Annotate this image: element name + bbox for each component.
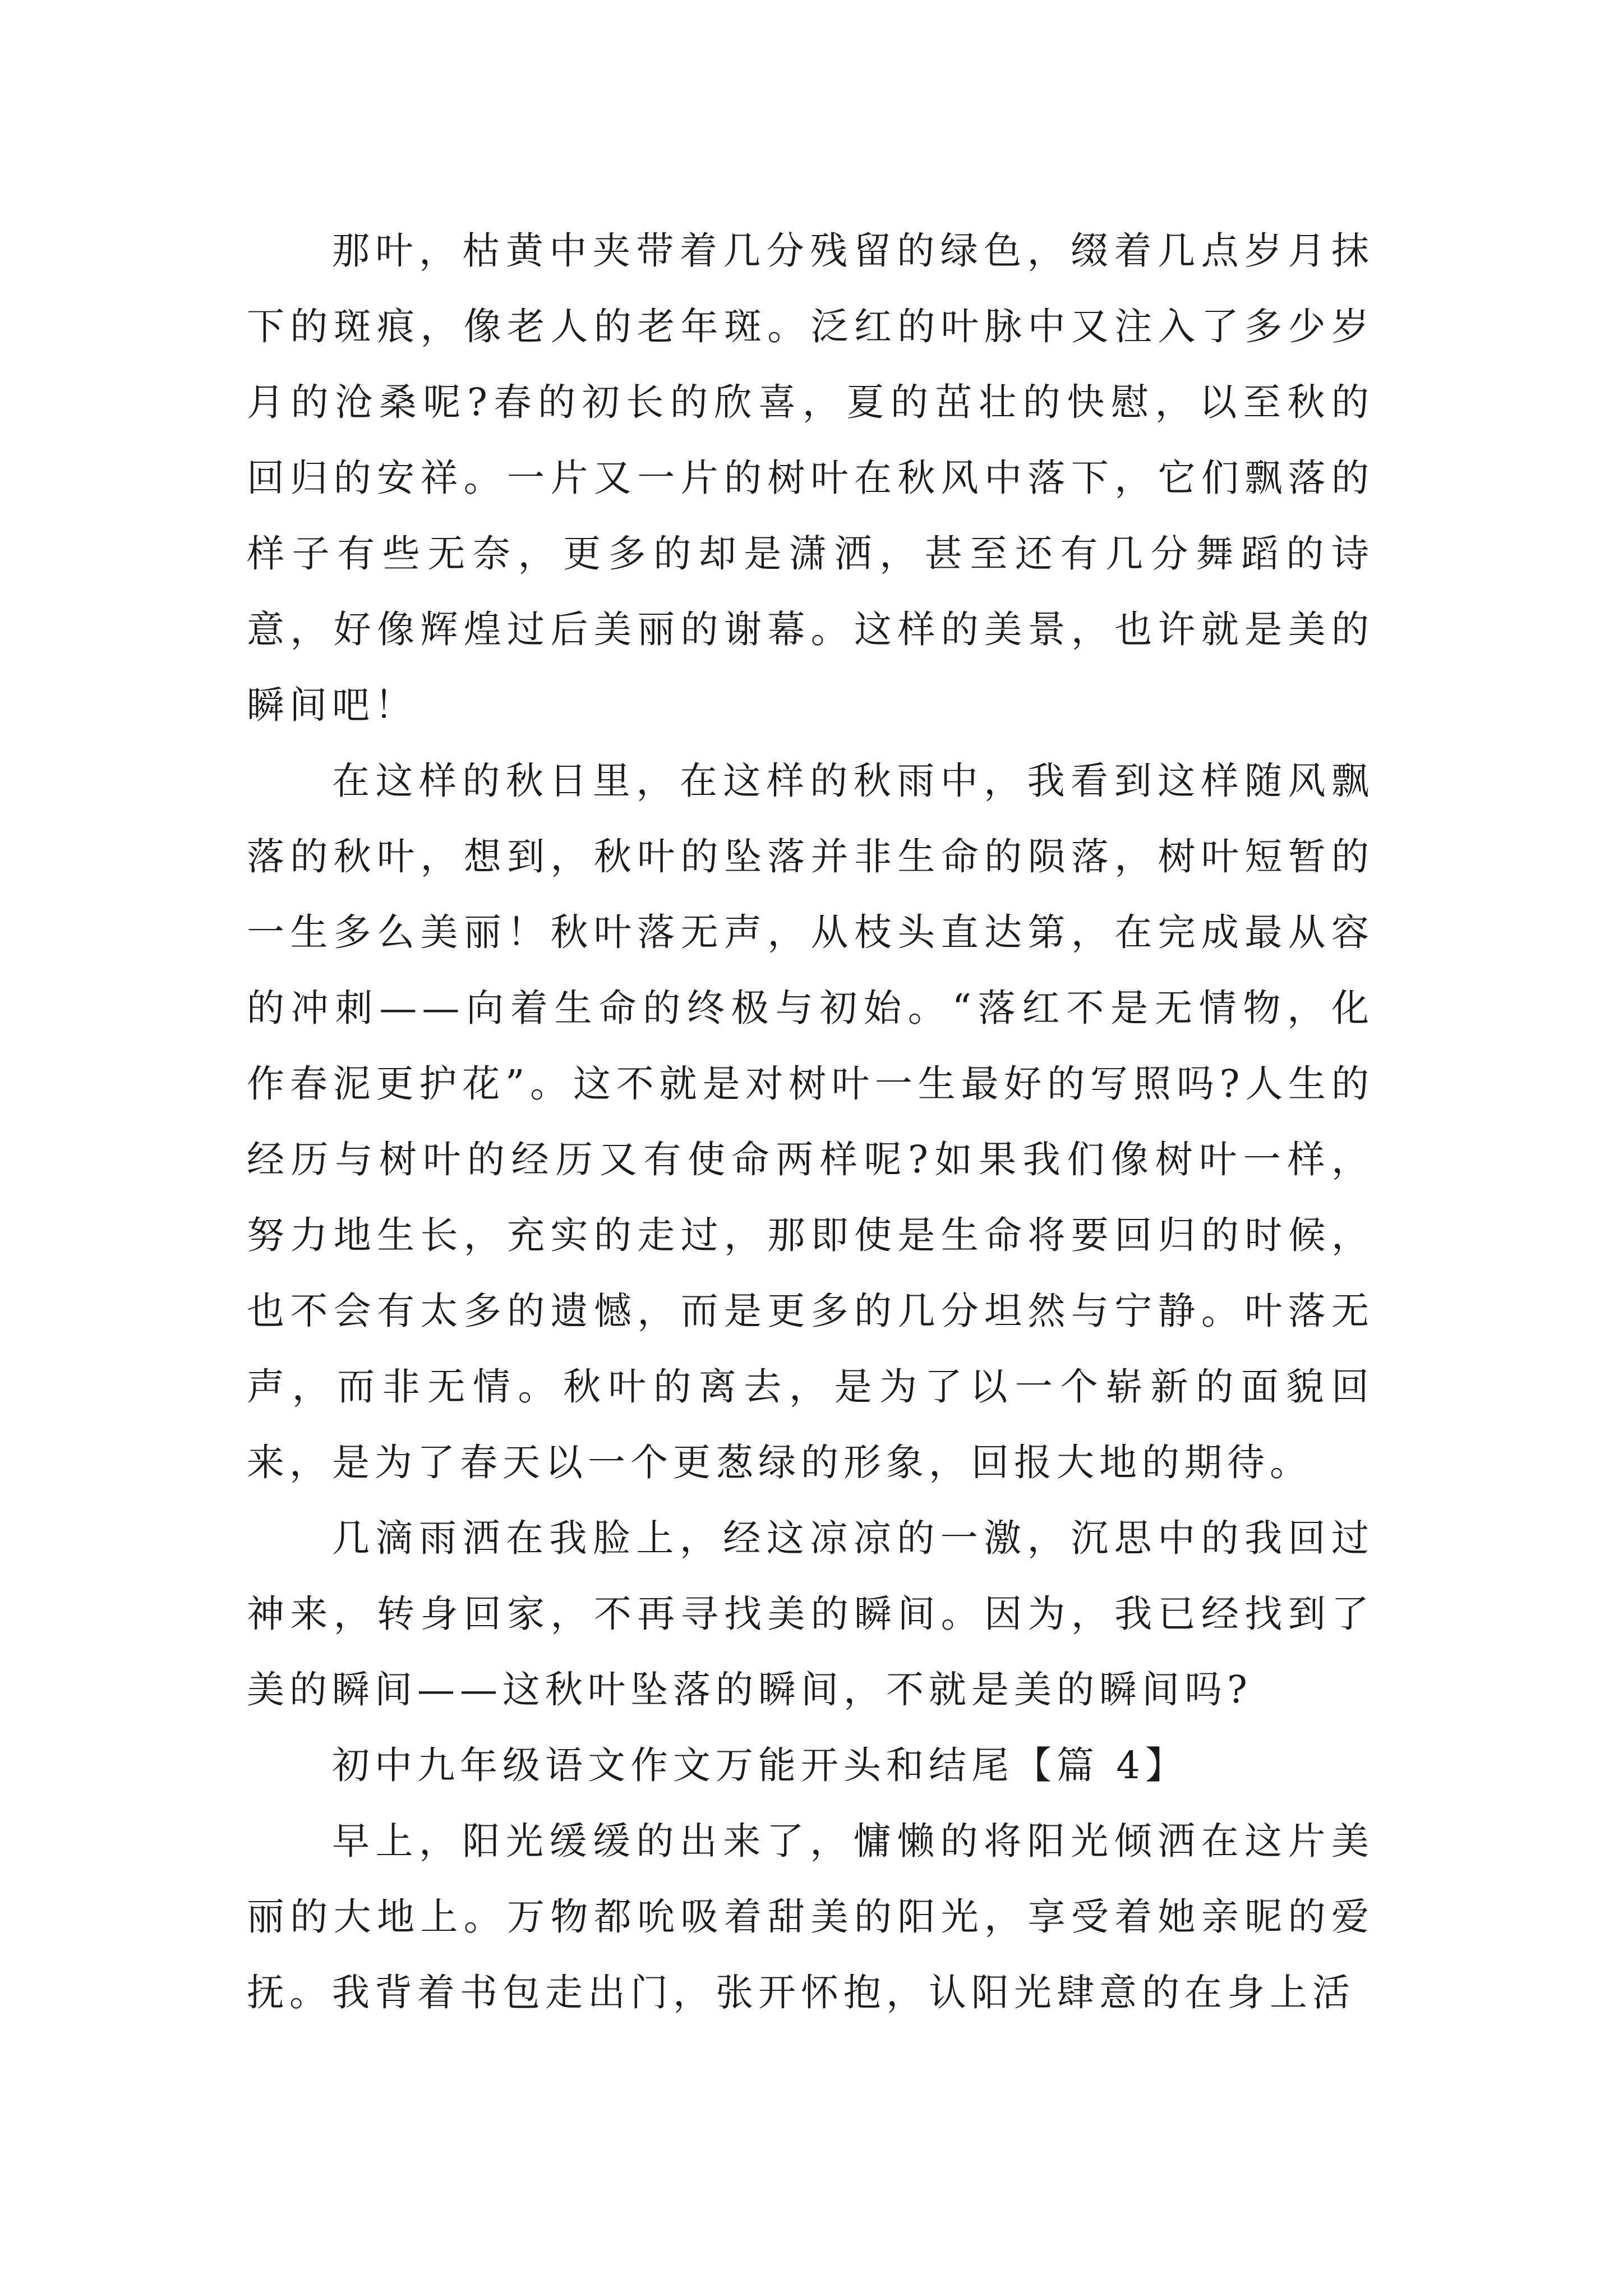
document-body bbox=[247, 213, 1374, 2031]
paragraph-rain-return: 几滴雨洒在我脸上，经这凉凉的一激，沉思中的我回过神来，转身回家，不再寻找美的瞬间。因为，我已经找到了美的瞬间——这秋叶坠落的瞬间，不就是美的瞬间吗? bbox=[247, 1516, 1374, 1711]
section-title: 初中九年级语文作文万能开头和结尾【篇 4】 bbox=[332, 1743, 1188, 1787]
paragraph-morning-sunlight: 早上，阳光缓缓的出来了，慵懒的将阳光倾洒在这片美丽的大地上。万物都吮吸着甜美的阳光，享受着她亲昵的爱抚。我背着书包走出门，张开怀抱，认阳光肆意的在身上活 bbox=[247, 1819, 1374, 2014]
paragraph-autumn-leaf: 那叶，枯黄中夹带着几分残留的绿色，缀着几点岁月抹下的斑痕，像老人的老年斑。泛红的叶脉中又注入了多少岁月的沧桑呢?春的初长的欣喜，夏的茁壮的快慰，以至秋的回归的安祥。一片又一片的树叶在秋风中落下，它们飘落的样子有些无奈，更多的却是潇洒，甚至还有几分舞蹈的诗意，好像辉煌过后美丽的谢幕。这样的美景，也许就是美的瞬间吧！ bbox=[247, 229, 1374, 727]
paragraph-falling-leaves: 在这样的秋日里，在这样的秋雨中，我看到这样随风飘落的秋叶，想到，秋叶的坠落并非生命的陨落，树叶短暂的一生多么美丽！秋叶落无声，从枝头直达第，在完成最从容的冲刺——向着生命的终极与初始。“落红不是无情物，化作春泥更护花”。这不就是对树叶一生最好的写照吗?人生的经历与树叶的经历又有使命两样呢?如果我们像树叶一样，努力地生长，充实的走过，那即使是生命将要回归的时候，也不会有太多的遗憾，而是更多的几分坦然与宁静。叶落无声，而非无情。秋叶的离去，是为了以一个崭新的面貌回来，是为了春天以一个更葱绿的形象，回报大地的期待。 bbox=[247, 759, 1374, 1484]
